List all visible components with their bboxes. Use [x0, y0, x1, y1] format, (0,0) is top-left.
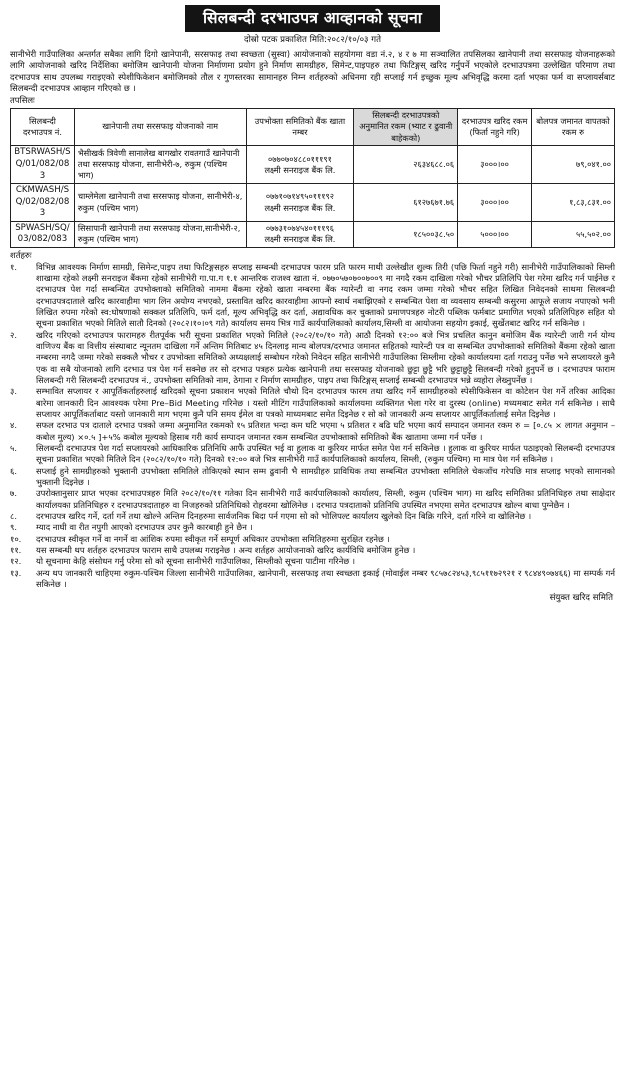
- term-number: ४.: [10, 420, 17, 431]
- col-header-scheme-name: खानेपानी तथा सरसफाइ योजनाको नाम: [74, 108, 246, 145]
- term-number: ६.: [10, 465, 17, 476]
- signature: संयुक्त खरिद समिति: [549, 593, 613, 604]
- details-label: तपसिलः: [10, 95, 35, 106]
- col-header-fee: दरभाउपत्र खरिद रकम (फिर्ता नहुने गरि): [458, 108, 532, 145]
- table-row: [11, 146, 615, 184]
- fee-cell: ३०००।००: [458, 184, 532, 222]
- account-number: ०७७०७०४८८०१११९१: [268, 153, 332, 164]
- bank-account-cell: [246, 221, 354, 247]
- bid-security-cell: ५५,५०२.००: [532, 221, 615, 247]
- term-text: विभिन्न आवश्यक निर्माण सामग्री, सिमेन्ट,पाइप तथा फिटिङ्गसहरु सप्लाइ सम्बन्धी दरभाउपत्र फारम प्रति फारम माथी उल्लेखीत शुल्क तिरी (पछि फिर्ता नहुने गरी) सानीभेरी गाउँपालिकाको सिम्ली शाखामा रहेको लक्ष्मी सनराइज बैंकमा रहेको सानीभेरी गा.पा.ग १.१ आन्तरिक राजश्व खाता नं. ०७७०५७०७००७००९ मा नगदै रकम दाखिला गरेको भौचर प्रतिलिपि पेश गरेमा खरिद गर्न पाईनेछ र दरभाउपत्र पेश गर्दा सम्बन्धित उपभोक्ताको समितिको नाममा बैंकमा रहेको खाता नम्बरमा बैंक ग्यारेन्टी वा नगद रकम जम्मा गरेको भौचर सहित लिखित निवेदनको साथमा सिलबन्दी दरभाउपत्रदाताले खरिद कारवाहीमा भाग लिन अयोग्य नभएको, प्रस्तावित खरिद कारवाहीमा आफ्नो स्वार्थ नबाझिएको र सम्बन्धित पेशा वा व्यवसाय सम्बन्धी कसुरमा आफूले सजाय नपाएको भनी लिखित रुपमा गरेको स्व:घोषणाको सक्कल प्रतिलिपि, फर्म दर्ता, मूल्य अभिवृद्धि कर दर्ता, अद्यावधिक कर चुक्ताको प्रमाणपत्रहरु नोटरी पब्लिक फर्मबाट प्रमाणित भएको प्रतिलिपिहरु सहित यो सूचना प्रकाशित भएको मितिले सातौ दिनको (२०८२।१०।०९ गते) कार्यालय समय भित्र गाउँ कार्यपालिकाको कार्यालय,सिम्ली वा आयोजना सहयोग इकाई, सुर्खेतबाट खरिद गर्न सकिनेछ ।: [36, 261, 615, 329]
- notice-title: सिलबन्दी दरभाउपत्र आव्हानको सूचना: [185, 5, 440, 32]
- account-number: ०७७१०७१४९५०१११९२: [265, 191, 335, 202]
- account-number: ०७७३१०७४५४०१११९६: [265, 223, 335, 234]
- term-text: यो सूचनामा केहि संसोधन गर्नु परेमा सो को सूचना सानीभेरी गाउँपालिका, सिम्लीको सूचना पाटीमा गरिनेछ ।: [36, 556, 356, 567]
- term-number: १२.: [10, 556, 22, 567]
- term-number: २.: [10, 329, 17, 340]
- bank-name: लक्ष्मी सनराइज बैंक लि.: [264, 234, 336, 245]
- bank-account-cell: [246, 184, 354, 222]
- schemes-table: [10, 108, 615, 248]
- bank-account-cell: [246, 146, 354, 184]
- term-number: १३.: [10, 567, 22, 578]
- term-item: [10, 386, 615, 420]
- term-item: [10, 534, 615, 545]
- term-text: अन्य थप जानकारी चाहिएमा रुकुम-पश्चिम जिल्ला सानीभेरी गाउँपालिका, खानेपानी, सरसफाइ तथा स्वच्छता इकाई (मोवाईल नम्बर ९८५७८२४५३,९८५११७२९२१ र ९८४४९०७४६६) मा सम्पर्क गर्न सकिनेछ ।: [36, 567, 615, 590]
- title-bar: [0, 0, 625, 32]
- term-number: ९.: [10, 522, 17, 533]
- col-header-estimate: सिलबन्दी दरभाउपत्रको अनुमानित रकम (भ्याट र ढुवानी बाहेकको): [354, 108, 458, 145]
- term-text: दरभाउपत्र खरिद गर्ने, दर्ता गर्ने तथा खोल्ने अन्तिम दिनहरुमा सार्वजनिक बिदा पर्न गएमा सो को भोलिपल्ट कार्यालय खुलेको दिन बिक्रि गरिने, दर्ता गरिने वा खोलिनेछ ।: [36, 511, 532, 522]
- term-text: सिलबन्दी दरभाउपत्र पेश गर्दा सप्लायरको आधिकारिक प्रतिनिधि आफैं उपस्थित भई वा हुलाक वा कुरियर मार्फत समेत पेश गर्न सकिनेछ । हुलाक वा कुरियर मार्फत पठाइएको सिलबन्दी दरभाउपत्र सूचना प्रकाशित भएको मितिले दिन (२०८२/१०/१० गते) दिनको १२:०० बजे भित्र सानीभेरी गाउँ कार्यपालिकाको कार्यालय, सिम्ली, (रुकुम पश्चिम) मा मात्र पेश गर्न सकिनेछ ।: [36, 443, 615, 465]
- term-number: ११.: [10, 545, 22, 556]
- terms-list: [0, 262, 625, 591]
- table-row: [11, 221, 615, 247]
- term-text: उपरोक्तानुसार प्राप्त भएका दरभाउपत्रहरु मिति २०८२/१०/११ गतेका दिन सानीभेरी गाउँ कार्यपालिकाको कार्यालय, सिम्ली, रुकुम (पश्चिम भाग) मा खरिद समितिका प्रतिनिधिहरु तथा साक्षेदार कार्यालयका प्रतिनिधिहरु र दरभाउपत्रदाताहरु वा निजहरुको प्रतिनिधिको रोहवरमा खोलिनेछ । दरभाउ पत्रदाताको प्रतिनिधि उपस्थित नभएमा समेत दरभाउपत्र खोल्न बाधा पुग्नेछैन ।: [36, 488, 615, 510]
- term-number: १.: [10, 261, 17, 272]
- term-number: १०.: [10, 533, 22, 544]
- term-item: [10, 568, 615, 591]
- scheme-name-cell: भैसीखर्क त्रिवेणी सानालेख बागखोर रावतगाउँ खानेपानी तथा सरसफाइ योजना, सानीभेरी-७, रुकुम (पश्चिम भाग): [74, 146, 246, 184]
- fee-cell: ५०००।००: [458, 221, 532, 247]
- term-number: ७.: [10, 488, 17, 499]
- estimate-cell: ६१२७६७१.७६: [354, 184, 458, 222]
- term-number: ८.: [10, 511, 17, 522]
- term-text: म्याद नाघी वा रीत नपुगी आएको दरभाउपत्र उपर कुनै कारबाही हुने छैन ।: [36, 522, 253, 533]
- fee-cell: ३०००।००: [458, 146, 532, 184]
- term-text: सप्लाई हुने सामग्रीहरुको भुक्तानी उपभोक्ता समितिले तोकिएको स्थान सम्म ढुवानी भै सामग्रीहरु प्राविधिक तथा सम्बन्धित उपभोक्ता समितिले चेकजाँच गरेपछि मात्र सप्लाइ भएको सामानको भुक्तानी दिइनेछ ।: [36, 465, 615, 488]
- term-text: सफल दरभाउ पत्र दाताले दरभाउ पत्रको जम्मा अनुमानित रकमको १५ प्रतिशत भन्दा कम घटि भएमा ५ प्रतिशत र बढि घटि भएमा कार्य सम्पादन जमानत रकम रु = [०.८५ × लागत अनुमान – कबोल मुल्य) ×०.५ ]+५% कबोल मूल्यको हिसाब गरी कार्य सम्पादन जमानत रकम सम्बन्धित उपभोक्ताको समितिको बैंक खातामा जम्मा गर्न पर्नेछ ।: [36, 420, 615, 442]
- col-header-bank-account: उपभोक्ता समितिको बैंक खाता नम्बर: [246, 108, 354, 145]
- table-header-row: [11, 108, 615, 145]
- bank-name: लक्ष्मी सनराइज बैंक लि.: [264, 164, 336, 175]
- bid-no-cell: CKMWASH/SQ/02/082/083: [11, 184, 75, 222]
- term-item: [10, 420, 615, 443]
- scheme-name-cell: सिसापानी खानेपानी तथा सरसफाइ योजना,सानीभेरी-२, रुकुम (पश्चिम भाग): [74, 221, 246, 247]
- estimate-cell: २६३४६८८.०६: [354, 146, 458, 184]
- estimate-cell: १८५००३८.५०: [354, 221, 458, 247]
- term-text: यस सम्बन्धी थप शर्तहरु दरभाउपत्र फाराम साथै उपलब्ध गराइनेछ । अन्य शर्तहरु आयोजनाको खरिद कार्यविधि बमोजिम हुनेछ ।: [36, 545, 416, 556]
- col-header-bid-security: बोलपत्र जमानत वापतको रकम रु: [532, 108, 615, 145]
- term-item: [10, 330, 615, 387]
- term-number: ३.: [10, 386, 17, 397]
- bid-no-cell: BTSRWASH/SQ/01/082/083: [11, 146, 75, 184]
- term-item: [10, 466, 615, 489]
- bid-security-cell: ७९,०४१.००: [532, 146, 615, 184]
- col-header-bid-no: सिलबन्दी दरभाउपत्र नं.: [11, 108, 75, 145]
- term-text: सम्भावित सप्लायर र आपूर्तिकर्ताहरुलाई खरिदको सूचना प्रकाशन भएको मितिले चौथो दिन दरभाउपत्र फारम तथा खरिद गर्ने सामग्रीहरुको स्पेसीफिकेसन वा कोटेशन पेश गर्ने तरिका आदिका बारेमा जानकारी दिन आवश्यक परेमा Pre–Bid Meeting गरिनेछ । यस्तो मीटिंग गाउँपालिकाको कार्यालयमा व्यक्तिगत भेला गरेर वा दुरस्थ (online) मध्यमबाट समेत गर्न सकिनेछ । साथै सप्लायर आपूर्तिकर्ताबाट यस्तो जानकारी माग भएमा कुनै पनि समय ईमेल वा पत्रको माध्यमबाट समेत दिइनेछ र सो को जानकारी अन्य सप्लायर आपूर्तिकर्तालाई समेत दिइनेछ ।: [36, 386, 615, 419]
- scheme-name-cell: चाम्लेमेला खानेपानी तथा सरसफाइ योजना, सानीभेरी-४, रुकुम (पश्चिम भाग): [74, 184, 246, 222]
- bid-no-cell: SPWASH/SQ/03/082/083: [11, 221, 75, 247]
- bank-name: लक्ष्मी सनराइज बैंक लि.: [264, 202, 336, 213]
- term-item: [10, 556, 615, 567]
- term-item: [10, 545, 615, 556]
- term-item: [10, 511, 615, 522]
- term-number: ५.: [10, 443, 17, 453]
- term-item: [10, 488, 615, 511]
- publish-date: दोस्रो पटक प्रकाशित मिति:२०८२/१०/०३ गते: [244, 35, 381, 46]
- intro-paragraph: सानीभेरी गाउँपालिका अन्तर्गत सबैका लागि दिगो खानेपानी, सरसफाइ तथा स्वच्छता (सुस्वा) आयोजनाको सहयोगमा वडा नं.२, ४ र ७ मा सञ्चालित तपसिलका खानेपानी तथा सरसफाइ योजनाहरूको लागि आयोजनाको खरिद निर्देशिका बमोजिम खानेपानी योजना निर्माणमा प्रयोग हुने निर्माण सामग्रीहरु, सिमेन्ट,पाइपहरु तथा फिटिङ्गस् खरिद गर्नुपर्ने भएकोले दरभाउपत्रमा उल्लेखित परिमाण तथा दरभाउपत्र साथ उपलब्ध गराइएको स्पेशीफिकेशन बमोजिमको तौल र गुणस्तरका सामानहरु निम्न शर्तहरुको अधिनमा रही सप्लाई गर्न इच्छुक मूल्य अभिवृद्धि करमा दर्ता भएका फर्म वा सप्लायर्सबाट सिलबन्दी दरभाउपत्र आव्हान गरिएको छ ।: [10, 48, 615, 94]
- term-item: [10, 522, 615, 533]
- terms-heading: शर्तहरुः: [10, 250, 32, 261]
- term-text: दरभाउपत्र स्वीकृत गर्ने वा नगर्ने वा आंशिक रुपमा स्वीकृत गर्ने सम्पूर्ण अधिकार उपभोक्ता समितिहरुमा सुरक्षित रहनेछ ।: [36, 533, 390, 544]
- term-text: खरिद गरिएको दरभाउपत्र फारामहरु रीतपूर्वक भरी सूचना प्रकाशित भएको मितिले (२०८२/१०/१० गते) आठौ दिनको १२:०० बजे भित्र प्रचलित कानुन बमोजिम बैंक ग्यारेन्टी जारी गर्न योग्य वाणिज्य बैंक वा वित्तीय संस्थाबाट न्यूनतम दाखिला गर्ने अन्तिम मितिबाट ४५ दिनलाइ मान्य बोलपत्र/दरभाउ जमानत सहितको ग्यारेन्टी पत्र वा सम्बन्धित उपभोक्ताको समितिको बैंकमा रहेको खाता नम्बरमा नगदै जम्मा गरेको सक्कलै भौचर र उपभोक्ता समितिको अध्यक्षलाई सम्बोधन गरेको निवेदन सहित सानीभेरी गाउँपालिका सिम्लीमा रहेको कार्यालयमा दर्ता गराउनु पर्नेछ भने सप्लायरले कुनै एक वा सबै योजनाको लागि दरभाउ पत्र पेश गर्न सक्नेछ तर सो दरभाउ पत्रहरु प्रत्येक खानेपानी तथा सरसफाइ योजनाको छुट्टा छुट्टै भरि छुट्टाछुट्टै सिलबन्दी गरेको हुनुपर्ने छ । दरभाउपत्र फाराम सिलबन्दी गरी सिलबन्दी दरभाउपत्र नं., उपभोक्ता समितिको नाम, ठेगाना र निर्माण सामग्रीहरु, पाइप तथा फिटिङ्गस् सप्लाई सम्बन्धी दरभाउपत्र भन्ने व्यहोरा लेख्नुपर्नेछ ।: [36, 329, 615, 385]
- term-item: [10, 262, 615, 330]
- bid-security-cell: १,८३,८३१.००: [532, 184, 615, 222]
- term-item: [10, 443, 615, 466]
- table-row: [11, 184, 615, 222]
